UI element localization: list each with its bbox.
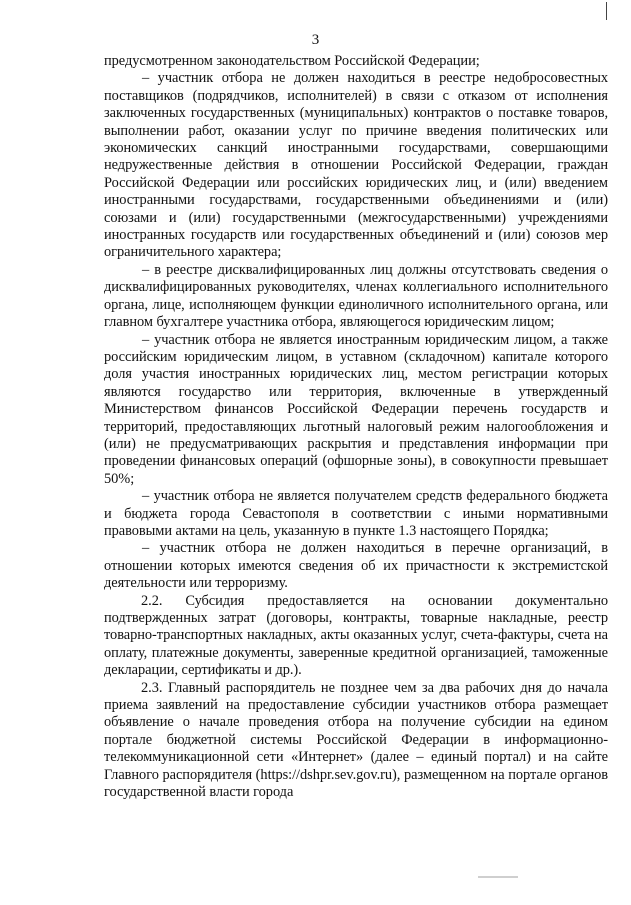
paragraph-extremism-list: – участник отбора не должен находиться в перечне организаций, в отношении которых имеются сведения об их причастности к экстремистской деятельности или терроризму. — [104, 540, 608, 592]
page-number: 3 — [311, 32, 320, 48]
section-2-3: 2.3. Главный распорядитель не позднее чем за два рабочих дня до начала приема заявлений на предоставление субсидии участников отбора размещает объявление о начале проведения отбора на получение субсидии на едином портале бюджетной системы Российской Федерации в информационно-телекоммуникационной сети «Интернет» (далее – единый портал) и на сайте Главного распорядителя (https://dshpr.sev.gov.ru), размещенном на портале органов государственной власти города — [104, 679, 608, 801]
scan-smudge — [478, 876, 518, 878]
paragraph-disqualified-persons: – в реестре дисквалифицированных лиц должны отсутствовать сведения о дисквалифицированных руководителях, членах коллегиального исполнительного органа, лице, исполняющем функции единоличного исполнительного органа, или главном бухгалтере участника отбора, являющегося юридическим лицом; — [104, 261, 608, 331]
paragraph-foreign-entity: – участник отбора не является иностранным юридическим лицом, а также российским юридическим лицом, в уставном (складочном) капитале которого доля участия иностранных юридических лиц, местом регистрации которых являются государство или территория, включенные в утвержденный Министерством финансов Российской Федерации перечень государств и территорий, предоставляющих льготный налоговый режим налогообложения и (или) не предусматривающих раскрытия и представления информации при проведении финансовых операций (офшорные зоны), в совокупности превышает 50%; — [104, 331, 608, 487]
section-2-2: 2.2. Субсидия предоставляется на основании документально подтвержденных затрат (договоры, контракты, товарные накладные, реестр товарно-транспортных накладных, акты оказанных услуг, счета-фактуры, счета на оплату, платежные документы, заверенные кредитной организацией, таможенные декларации, сертификаты и др.). — [104, 592, 608, 679]
paragraph-continuation: предусмотренном законодательством Российской Федерации; — [104, 53, 480, 69]
paragraph-unfair-suppliers-registry: – участник отбора не должен находиться в реестре недобросовестных поставщиков (подрядчиков, исполнителей) в связи с отказом от исполнения заключенных государственных (муниципальных) контрактов о поставке товаров, выполнении работ, оказании услуг по причине введения политических или экономических санкций иностранными государствами, совершающими недружественные действия в отношении Российской Федерации, граждан Российской Федерации или российских юридических лиц, и (или) введением иностранными государствами, государственными объединениями и (или) союзами и (или) государственными (межгосударственными) учреждениями иностранных государств или государственных объединений и (или) союзов мер ограничительного характера; — [104, 70, 608, 261]
scan-edge-mark — [606, 2, 607, 20]
document-body — [104, 53, 608, 801]
paragraph-federal-budget: – участник отбора не является получателем средств федерального бюджета и бюджета города Севастополя в соответствии с иными нормативными правовыми актами на цель, указанную в пункте 1.3 настоящего Порядка; — [104, 488, 608, 539]
